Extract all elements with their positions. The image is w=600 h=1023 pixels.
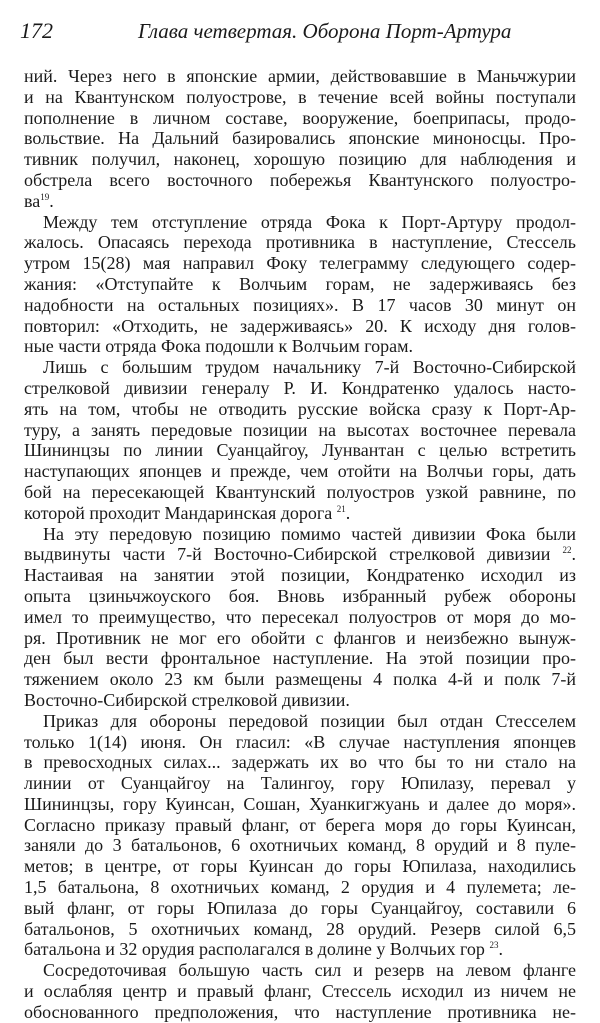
line-text: выдвинуты части 7-й Восточно-Сибирской стрелковой дивизии [24,544,551,565]
text-line: Восточно-Сибирской стрелковой дивизии. [24,689,350,710]
text-line: тивник получил, наконец, хорошую позицию для наблюдения и [24,149,576,170]
paragraph [24,711,576,961]
text-line: Лишь с большим трудом начальнику 7-й Восточно-Сибирской [43,357,576,378]
text-line: утром 15(28) мая направил Фоку телеграмму следующего содер- [24,253,576,274]
footnote-ref: 21 [336,503,346,514]
text-line: тяжением около 23 км были размещены 4 полка 4-й и полк 7-й [24,669,576,690]
text-line: 1,5 батальона, 8 охотничьих команд, 2 орудия и 4 пулемета; ле- [24,877,576,898]
text-line: опыта цзиньчжоуского боя. Вновь избранный рубеж обороны [24,585,576,606]
running-title: Глава четвертая. Оборона Порт-Артура [138,19,512,43]
text-line: надобности на остальных позициях». В 17 часов 30 минут он [24,294,576,315]
text-line: только 1(14) июня. Он гласил: «В случае наступления японцев [24,731,576,752]
text-line: жания: «Отступайте к Волчьим горам, не задерживаясь без [24,273,576,294]
footnote-ref: 22 [562,545,572,556]
text-line: ний. Через него в японские армии, действовавшие в Маньчжурии [24,66,576,86]
text-line: Сосредоточивая большую часть сил и резерв на левом фланге [43,960,576,981]
paragraph [24,960,576,1022]
text-line: стрелковой дивизии генералу Р. И. Кондратенко удалось насто- [24,377,576,398]
line-text: батальона и 32 орудия располагался в долине у Волчьих гор [24,939,485,960]
text-line [24,939,576,960]
footnote-ref: 19 [40,191,50,202]
text-line: батальонов, 5 охотничьих команд, 28 орудий. Резерв силой 6,5 [24,918,576,939]
text-line: обоснованного предположения, что наступление противника не- [24,1001,576,1022]
text-line [24,544,576,565]
text-line: жалось. Опасаясь перехода противника в наступление, Стессель [24,232,576,253]
text-line: Шининцзы, гору Куинсан, Сошан, Хуанкигжуань и далее до моря». [24,793,576,814]
text-line: Приказ для обороны передовой позиции был отдан Стесселем [43,710,576,731]
line-ending: . [49,190,54,211]
text-line: линии от Суанцайгоу на Талингоу, гору Юпилазу, перевал у [24,773,576,794]
text-line: наступающих японцев и прежде, чем отойти на Волчьи горы, дать [24,461,576,482]
text-line: обстрела всего восточного побережья Квантунского полуостро- [24,169,576,190]
paragraph [24,66,576,212]
text-line: Шининцзы по линии Суанцайгоу, Лунвантан с целью встретить [24,440,576,461]
line-text: ва [24,190,41,211]
text-line: повторил: «Отходить, не задерживаясь» 20. К исходу дня голов- [24,315,576,336]
text-line: бой на пересекающей Квантунский полуостров узкой равнине, по [24,481,576,502]
text-line: На эту передовую позицию помимо частей дивизии Фока были [43,523,576,544]
text-line [24,503,576,524]
text-line: ря. Противник не мог его обойти с флангов и неизбежно вынуж- [24,627,576,648]
text-line: имел то преимущество, что пересекал полуостров от моря до мо- [24,606,576,627]
text-line: и ослабляя центр и правый фланг, Стессель исходил из ничем не [24,981,576,1002]
text-line: ден был вести фронтальное наступление. На этой позиции про- [24,648,576,669]
text-line: метов; в центре, от горы Куинсан до горы Юпилаза, находились [24,856,576,877]
paragraph [24,524,576,711]
text-line: ять на том, чтобы не отводить русские войска сразу к Порт-Ар- [24,398,576,419]
text-line: в превосходных силах... задержать их во что бы то ни стало на [24,752,576,773]
footnote-ref: 23 [489,940,499,951]
text-line: заняли до 3 батальонов, 6 охотничьих команд, 8 орудий и 8 пуле- [24,835,576,856]
line-ending: . [345,502,351,523]
paragraph [24,212,576,358]
text-line: ные части отряда Фока подошли к Волчьим горам. [24,336,414,357]
text-line: Согласно приказу правый фланг, от берега моря до горы Куинсан, [24,814,576,835]
text-line: туру, а занять передовые позиции на высотах восточнее перевала [24,419,576,440]
page-number: 172 [20,18,53,43]
paragraph [24,357,576,523]
text-line: вый фланг, от горы Юпилаза до горы Суанцайгоу, составили 6 [24,897,576,918]
text-line: вольствие. На Дальний базировались японские миноносцы. Про- [24,128,576,149]
line-text: которой проходит Мандаринская дорога [24,502,333,523]
page-header [20,18,580,44]
text-line: пополнение в личном составе, вооружение, боеприпасы, продо- [24,107,576,128]
text-line [24,191,576,212]
body-text [24,66,576,1023]
text-line: Настаивая на занятии этой позиции, Кондратенко исходил из [24,565,576,586]
line-ending: . [571,544,576,565]
line-ending: . [498,939,503,960]
text-line: и на Квантунском полуострове, в течение всей войны поступали [24,86,576,107]
text-line: Между тем отступление отряда Фока к Порт-Артуру продол- [43,211,576,232]
